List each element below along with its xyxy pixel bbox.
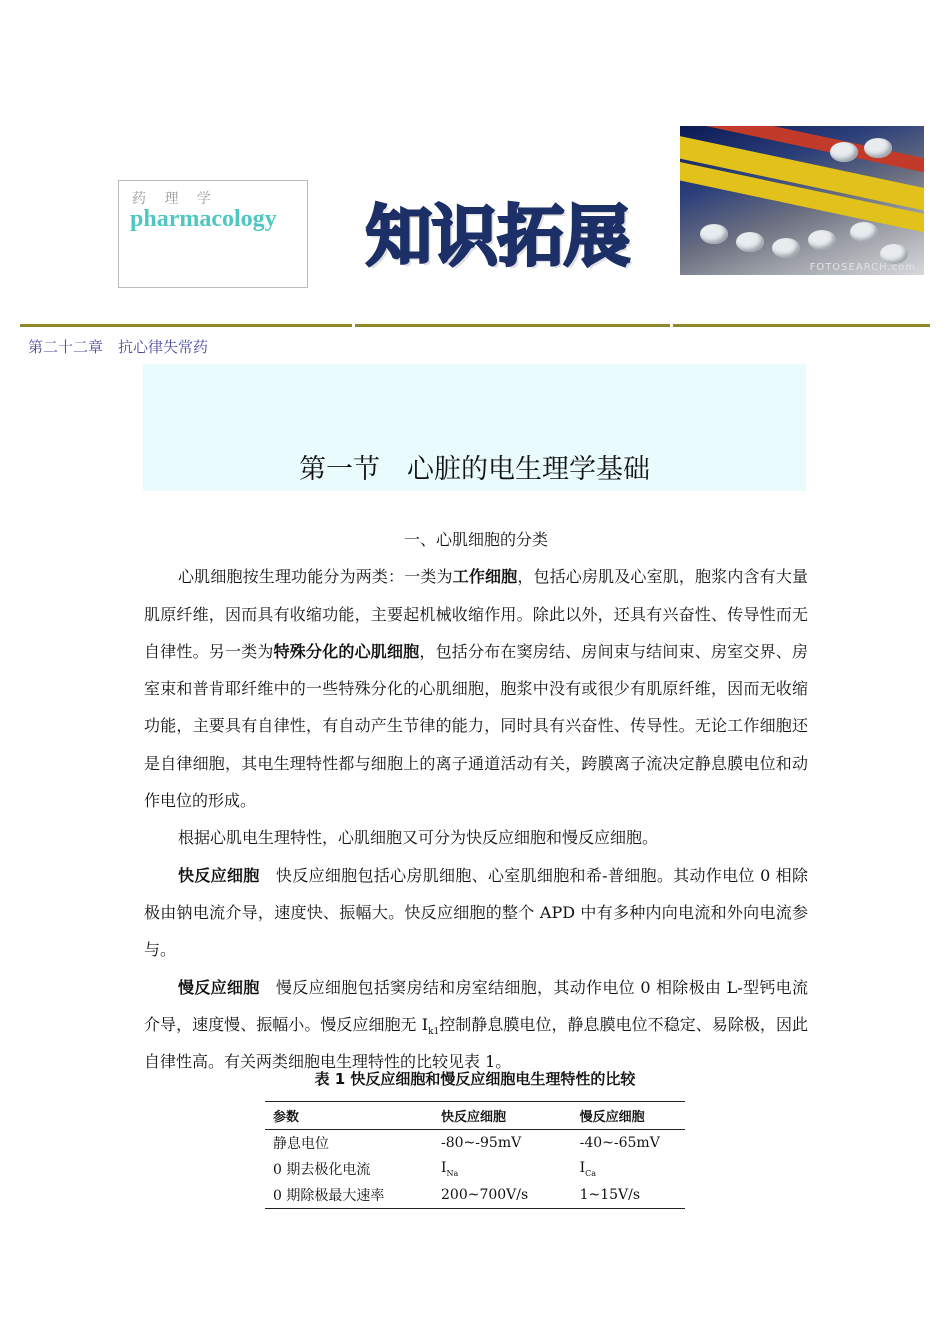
cell-slow: 1~15V/s [572,1182,685,1209]
term-slow-response: 慢反应细胞 [178,977,260,997]
table-row [265,1130,685,1157]
paragraph-fast-response [144,857,808,969]
header-slow: 慢反应细胞 [572,1102,685,1130]
cell-slow-main: I [579,1160,586,1177]
header-rule-left [20,324,352,327]
header-rule-middle [355,324,670,327]
cell-fast: -80~-95mV [441,1135,522,1151]
term-specialized-cells: 特殊分化的心肌细胞 [273,641,420,661]
term-working-cells: 工作细胞 [452,567,518,587]
photo-watermark: FOTOSEARCH.com [809,262,916,273]
cell-fast-main: I [441,1160,447,1177]
section-title: 第一节 心脏的电生理学基础 [299,454,650,485]
cell-fast [433,1156,572,1182]
medicine-photo [680,126,924,275]
paragraph-cell-types [144,558,808,819]
chapter-heading: 第二十二章 抗心律失常药 [28,338,209,356]
table-row [265,1182,685,1209]
ik1-subscript: k1 [428,1027,440,1038]
cell-fast-subscript: Na [446,1168,459,1178]
logo-english-text: pharmacology [130,206,277,232]
paragraph-classification: 根据心肌电生理特性，心肌细胞又可分为快反应细胞和慢反应细胞。 [178,828,659,848]
p1-text-a: 心肌细胞按生理功能分为两类：一类为 [178,567,453,587]
subheading: 一、心肌细胞的分类 [403,530,548,549]
term-fast-response: 快反应细胞 [178,865,260,885]
comparison-table [265,1101,685,1209]
cell-slow-subscript: Ca [585,1168,597,1178]
cell-param: 0 期去极化电流 [273,1162,371,1178]
cell-fast: 200~700V/s [433,1182,572,1209]
header-fast: 快反应细胞 [433,1102,572,1130]
paragraph-slow-response [144,969,808,1081]
pharmacology-logo [118,180,308,288]
header-param: 参数 [265,1102,433,1130]
cell-slow [572,1156,685,1182]
table-caption: 表 1 快反应细胞和慢反应细胞电生理特性的比较 [314,1070,636,1088]
body-text [144,521,808,1080]
p1-text-c: ，包括心房肌及心室肌，胞浆内含有大量肌原纤维，因而具有收缩功能，主要起机械收缩作用。除此以外，还具有兴奋性、传导性而无自律性。另一类为 [144,567,808,661]
knowledge-extension-banner: 知识拓展 [366,198,630,275]
table-row [265,1156,685,1182]
p1-text-d: ，包括分布在窦房结、房间束与结间束、房室交界、房室束和普肯耶纤维中的一些特殊分化的心肌细胞，胞浆中没有或很少有肌原纤维，因而无收缩功能，主要具有自律性，有自动产生节律的能力，同时具有兴奋性、传导性。无论工作细胞还是自律细胞，其电生理特性都与细胞上的离子通道活动有关，跨膜离子流决定静息膜电位和动作电位的形成。 [144,641,808,811]
p3-text: 快反应细胞包括心房肌细胞、心室肌细胞和希-普细胞。其动作电位 0 相除极由钠电流介导，速度快、振幅大。快反应细胞的整个 APD 中有多种内向电流和外向电流参与。 [144,865,808,960]
cell-slow: -40~-65mV [579,1135,660,1151]
table-header-row [265,1102,685,1130]
cell-param: 静息电位 [273,1136,329,1152]
p4-text-1: 慢反应细胞包括窦房结和房室结细胞，其动作电位 0 相除极由 L-型钙电流介导，速度慢、振幅小。慢反应细胞无 I [144,977,808,1034]
p4-text-2: 控制静息膜电位，静息膜电位不稳定、易除极，因此自律性高。有关两类细胞电生理特性的比较见表 1。 [144,1014,808,1072]
header-rule-right [673,324,930,327]
cell-param: 0 期除极最大速率 [265,1182,433,1209]
logo-chinese-text: 药 理 学 [132,191,218,207]
section-title-box [143,364,806,491]
